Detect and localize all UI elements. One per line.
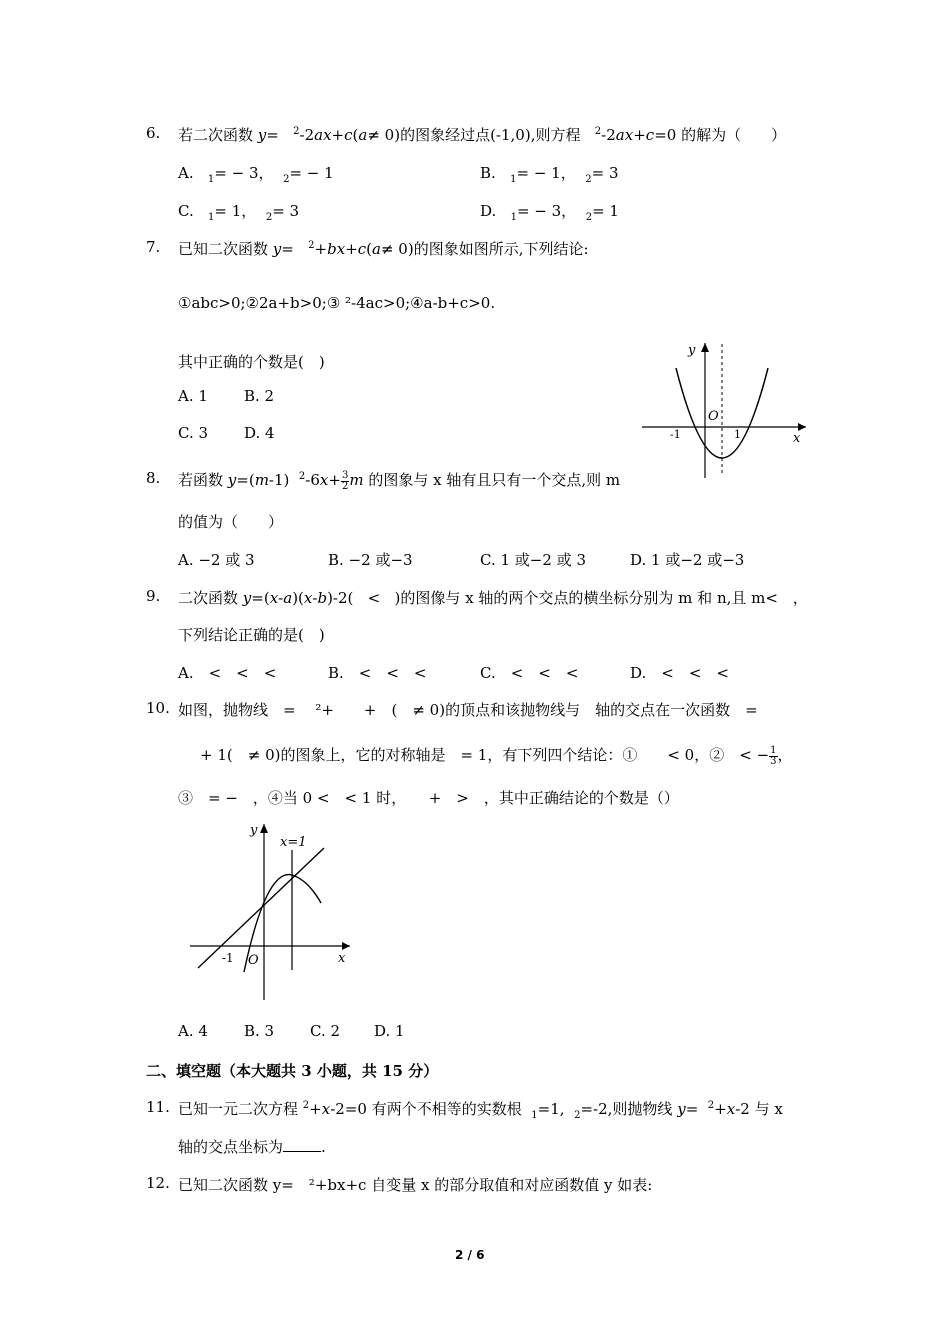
q7-question: 其中正确的个数是( ) bbox=[178, 353, 325, 371]
q11-line2: 轴的交点坐标为 . bbox=[178, 1138, 326, 1156]
q7-neg-one-label: -1 bbox=[670, 428, 681, 441]
q8-stem-cont: 的值为（ ） bbox=[178, 513, 284, 531]
q8-number: 8. bbox=[146, 469, 161, 487]
q9-option-a: A. < < < bbox=[178, 664, 277, 682]
q10-x-label: x bbox=[338, 951, 346, 966]
q9-stem-cont: 下列结论正确的是( ) bbox=[178, 626, 325, 644]
q9-option-d: D. < < < bbox=[630, 664, 729, 682]
q10-axis-label: x=1 bbox=[280, 835, 307, 850]
q7-parabola-graph bbox=[638, 338, 810, 483]
q9-stem: 二次函数 y=(x-a)(x-b)-2( < )的图像与 x 轴的两个交点的横坐标分别为 m 和 n,且 m< ， bbox=[178, 589, 808, 607]
q7-one-label: 1 bbox=[734, 428, 741, 441]
q6-stem-b: 的图象经过点(-1,0),则方程 bbox=[400, 126, 581, 144]
q7-number: 7. bbox=[146, 238, 161, 256]
page-number: 2 / 6 bbox=[455, 1248, 485, 1262]
q7-stem: 已知二次函数 y= $^2$+bx+c(a≠ 0)的图象如图所示,下列结论: bbox=[178, 240, 589, 258]
q11-number: 11. bbox=[146, 1098, 170, 1116]
q9-number: 9. bbox=[146, 587, 161, 605]
q8-option-b: B. −2 或−3 bbox=[328, 551, 413, 569]
q8-option-a: A. −2 或 3 bbox=[178, 551, 255, 569]
q11-answer-blank[interactable] bbox=[283, 1139, 321, 1152]
q10-origin-label: O bbox=[248, 953, 259, 968]
q8-option-c: C. 1 或−2 或 3 bbox=[480, 551, 586, 569]
q7-option-d: D. 4 bbox=[244, 424, 275, 442]
q7-option-b: B. 2 bbox=[244, 387, 275, 405]
q7-x-label: x bbox=[793, 431, 801, 446]
q11-line1: 已知一元二次方程 $^2$+x-2=0 有两个不相等的实数根 $_1$=1, $_2$=-2,则抛物线 y= $^2$+x-2 与 x bbox=[178, 1100, 783, 1121]
q7-conclusions: ①abc>0;②2a+b>0;③ ²-4ac>0;④a-b+c>0. bbox=[178, 294, 496, 312]
q10-x-arrow bbox=[342, 942, 350, 950]
q7-y-label: y bbox=[688, 343, 696, 358]
q6-number: 6. bbox=[146, 124, 161, 142]
q6-stem-c: 的解为（ ） bbox=[681, 126, 787, 144]
q9-option-c: C. < < < bbox=[480, 664, 579, 682]
q7-option-a: A. 1 bbox=[178, 387, 208, 405]
q10-line3: ③ = − ，④当 0 < < 1 时， + > ，其中正确结论的个数是（） bbox=[178, 789, 679, 807]
q10-option-c: C. 2 bbox=[310, 1022, 341, 1040]
q6-option-a: A. $_1$= − 3， $_2$= − 1 bbox=[178, 164, 334, 185]
q10-line1: 如图，抛物线 = ²+ + ( ≠ 0)的顶点和该抛物线与 轴的交点在一次函数 = bbox=[178, 701, 758, 719]
q9-option-b: B. < < < bbox=[328, 664, 427, 682]
q7-origin-label: O bbox=[708, 409, 719, 424]
q7-y-arrow bbox=[701, 343, 709, 352]
q10-graph bbox=[186, 818, 358, 1004]
q7-x-arrow bbox=[798, 423, 806, 431]
q8-stem: 若函数 y=(m-1) $^2$-6x+ $\frac{3}{2}$ m 的图象与 x 轴有且只有一个交点,则 m bbox=[178, 469, 621, 492]
q10-y-label: y bbox=[250, 823, 258, 838]
q6-option-c: C. $_1$= 1， $_2$= 3 bbox=[178, 202, 300, 223]
q12-stem: 已知二次函数 y= ²+bx+c 自变量 x 的部分取值和对应函数值 y 如表: bbox=[178, 1176, 653, 1194]
q7-option-c: C. 3 bbox=[178, 424, 209, 442]
section-2-title: 二、填空题（本大题共 3 小题，共 15 分） bbox=[146, 1062, 439, 1080]
q6-option-d: D. $_1$= − 3， $_2$= 1 bbox=[480, 202, 619, 223]
q10-neg-one-label: -1 bbox=[222, 951, 234, 965]
q10-line2: + 1( ≠ 0)的图象上，它的对称轴是 = 1，有下列四个结论：① < 0，② < − $\frac{1}{3}$ ， bbox=[200, 744, 793, 767]
q10-number: 10. bbox=[146, 699, 170, 717]
q10-option-b: B. 3 bbox=[244, 1022, 275, 1040]
q10-y-arrow bbox=[260, 824, 268, 833]
q10-option-d: D. 1 bbox=[374, 1022, 405, 1040]
q8-option-d: D. 1 或−2 或−3 bbox=[630, 551, 745, 569]
q6-stem: 若二次函数 y= $^2$-2ax+c(a≠ 0)的图象经过点(-1,0),则方程 $^2$-2ax+c=0 的解为（ ） bbox=[178, 126, 787, 144]
q6-option-b: B. $_1$= − 1， $_2$= 3 bbox=[480, 164, 619, 185]
q6-stem-a: 若二次函数 bbox=[178, 126, 258, 144]
q12-number: 12. bbox=[146, 1174, 170, 1192]
q10-option-a: A. 4 bbox=[178, 1022, 208, 1040]
